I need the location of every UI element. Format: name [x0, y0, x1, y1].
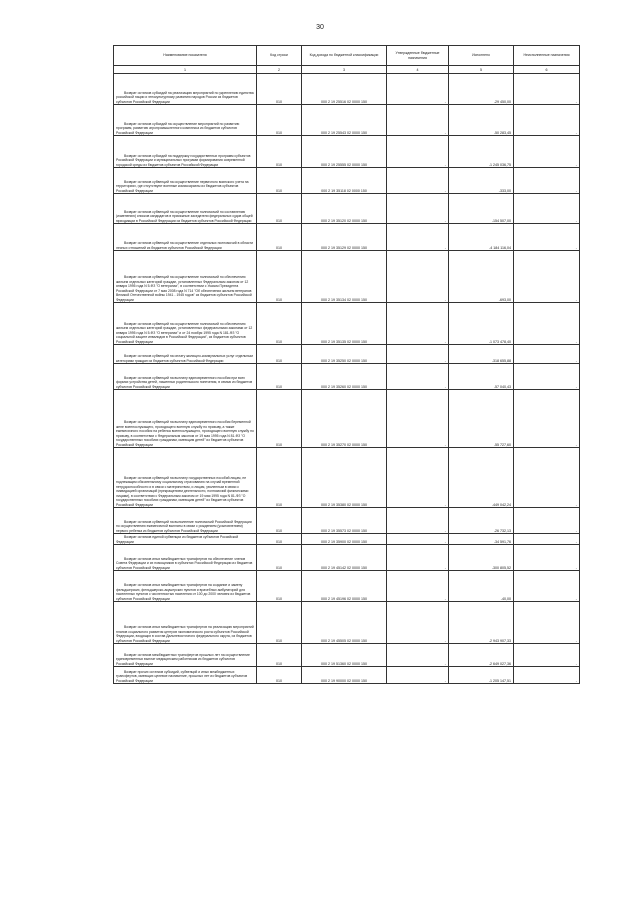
row-approved: -: [387, 168, 449, 194]
row-name: [114, 602, 257, 644]
report-table: [113, 45, 580, 684]
row-executed: -1 245 036,75: [449, 136, 514, 168]
row-executed: -154 507,00: [449, 194, 514, 224]
table-row: [114, 136, 580, 168]
row-name-text: Возврат остатков субвенций на осуществление отдельных полномочий в области лесных отношений из бюджетов субъектов Российской Федерации: [116, 241, 254, 250]
page-number: 30: [316, 24, 324, 31]
row-code: 010: [257, 224, 302, 251]
row-unexecuted: -: [514, 448, 580, 508]
header-kbk: Код дохода по бюджетной классификации: [302, 46, 387, 66]
row-kbk: 000 2 19 25516 02 0000 150: [302, 74, 387, 105]
row-name: [114, 390, 257, 448]
row-kbk: 000 2 19 35260 02 0000 150: [302, 364, 387, 390]
row-name-text: Возврат остатков субвенций на оплату жилищно-коммунальных услуг отдельным категориям граждан из бюджетов субъектов Российской Федерации: [116, 354, 253, 363]
row-name: [114, 667, 257, 684]
row-approved: -: [387, 74, 449, 105]
row-name: [114, 74, 257, 105]
table-row: [114, 448, 580, 508]
row-unexecuted: -: [514, 224, 580, 251]
table-row: [114, 168, 580, 194]
row-name: [114, 251, 257, 303]
row-kbk: 000 2 19 25555 02 0000 150: [302, 136, 387, 168]
row-unexecuted: -: [514, 390, 580, 448]
header-approved: Утвержденные бюджетные назначения: [387, 46, 449, 66]
row-name-text: Возврат остатков субсидий на поддержку государственных программ субъектов Российской Федерации и муниципальных программ формирования современной городской среды из бюджетов субъектов Российской Федерации: [116, 153, 251, 167]
row-executed: -34 591,76: [449, 534, 514, 545]
table-row: [114, 224, 580, 251]
row-executed: -55 727,60: [449, 390, 514, 448]
row-kbk: 000 2 19 35134 02 0000 150: [302, 251, 387, 303]
row-code: 010: [257, 390, 302, 448]
row-name-text: Возврат остатков субвенций на выплату единовременного пособия при всех формах устройства детей, лишенных родительского попечения, в семью из бюджетов субъектов Российской Федерации: [116, 375, 253, 389]
row-unexecuted: -: [514, 168, 580, 194]
row-name-text: Возврат остатков субвенций на осуществление полномочий по обеспечению жильем отдельных категорий граждан, установленных Федеральным законом от 12 января 1995 года N 5-ФЗ "О ветеранах", в соответствии с Указом Президента Российской Федерации от 7 мая 2008 года N 714 "Об обеспечении жильем ветеранов Великой Отечественной войны 1941 - 1945 годов" из бюджетов субъектов Российской Федерации: [116, 275, 252, 302]
column-number: 6: [514, 66, 580, 74]
row-unexecuted: -: [514, 667, 580, 684]
row-code: 010: [257, 345, 302, 364]
row-name-text: Возврат остатков субвенций на осуществление первичного воинского учета на территориях, где отсутствуют военные комиссариаты из бюджетов субъектов Российской Федерации: [116, 179, 249, 193]
row-name: [114, 364, 257, 390]
row-unexecuted: -: [514, 251, 580, 303]
row-approved: -: [387, 194, 449, 224]
column-number: 1: [114, 66, 257, 74]
row-executed: -693,00: [449, 251, 514, 303]
row-name-text: Возврат остатков субвенций на осуществление полномочий по составлению (изменению) списков кандидатов в присяжные заседатели федеральных судов общей юрисдикции в Российской Федерации из бюджетов субъектов Российской Федерации: [116, 209, 253, 223]
row-code: 010: [257, 168, 302, 194]
row-approved: -: [387, 448, 449, 508]
row-name: [114, 534, 257, 545]
row-code: 010: [257, 74, 302, 105]
row-kbk: 000 2 19 35135 02 0000 150: [302, 303, 387, 345]
row-executed: -26 732,13: [449, 508, 514, 534]
row-kbk: 000 2 19 35573 02 0000 150: [302, 508, 387, 534]
row-code: 010: [257, 251, 302, 303]
row-unexecuted: -: [514, 364, 580, 390]
row-kbk: 000 2 19 45505 02 0000 150: [302, 602, 387, 644]
row-kbk: 000 2 19 51360 02 0000 150: [302, 644, 387, 667]
table-row: [114, 194, 580, 224]
row-approved: -: [387, 105, 449, 136]
table-row: [114, 667, 580, 684]
table-row: [114, 644, 580, 667]
row-kbk: 000 2 19 35380 02 0000 150: [302, 448, 387, 508]
table-row: [114, 345, 580, 364]
row-unexecuted: -: [514, 74, 580, 105]
row-code: 010: [257, 644, 302, 667]
row-executed: -318 655,88: [449, 345, 514, 364]
row-kbk: 000 2 19 35250 02 0000 150: [302, 345, 387, 364]
row-code: 010: [257, 364, 302, 390]
row-unexecuted: -: [514, 105, 580, 136]
row-name: [114, 644, 257, 667]
row-unexecuted: -: [514, 303, 580, 345]
row-unexecuted: -: [514, 644, 580, 667]
header-row: [114, 46, 580, 66]
header-unexecuted: Неисполненные назначения: [514, 46, 580, 66]
column-number: 4: [387, 66, 449, 74]
row-code: 010: [257, 571, 302, 602]
header-name: Наименование показателя: [114, 46, 257, 66]
row-unexecuted: -: [514, 571, 580, 602]
table-row: [114, 602, 580, 644]
row-executed: -29 450,00: [449, 74, 514, 105]
row-name-text: Возврат остатков субвенций на осуществление полномочий по обеспечению жильем отдельных категорий граждан, установленных федеральными законами от 12 января 1995 года N 5-ФЗ "О ветеранах" и от 24 ноября 1995 года N 181-ФЗ "О социальной защите инвалидов в Российской Федерации", из бюджетов субъектов Российской Федерации: [116, 321, 253, 344]
row-unexecuted: -: [514, 136, 580, 168]
row-approved: -: [387, 644, 449, 667]
row-name-text: Возврат остатков единой субвенции из бюджетов субъектов Российской Федерации: [116, 535, 239, 544]
row-executed: -50 283,45: [449, 105, 514, 136]
row-approved: -: [387, 303, 449, 345]
row-approved: -: [387, 364, 449, 390]
column-number: 2: [257, 66, 302, 74]
row-executed: -2 943 907,33: [449, 602, 514, 644]
row-unexecuted: -: [514, 534, 580, 545]
header-code: Код строки: [257, 46, 302, 66]
row-approved: -: [387, 390, 449, 448]
row-approved: -: [387, 571, 449, 602]
row-name: [114, 168, 257, 194]
row-name-text: Возврат остатков субвенций на выполнение полномочий Российской Федерации по осуществлению ежемесячной выплаты в связи с рождением (усыновлением) первого ребенка из бюджетов субъектов Российской Федерации: [116, 519, 252, 533]
row-name-text: Возврат остатков иных межбюджетных трансфертов на создание и замену фельдшерских, фельдшерско-акушерских пунктов и врачебных амбулаторий для населенных пунктов с численностью населения от 100 до 2000 человек из бюджетов субъектов Российской Федерации: [116, 583, 251, 601]
row-approved: -: [387, 534, 449, 545]
row-executed: -4 184 116,04: [449, 224, 514, 251]
row-kbk: 000 2 19 35270 02 0000 150: [302, 390, 387, 448]
table-row: [114, 74, 580, 105]
row-name: [114, 508, 257, 534]
row-code: 010: [257, 602, 302, 644]
row-kbk: 000 2 19 35120 02 0000 150: [302, 194, 387, 224]
row-executed: -333,00: [449, 168, 514, 194]
table-body: [114, 74, 580, 684]
row-executed: -57 040,43: [449, 364, 514, 390]
column-number: 3: [302, 66, 387, 74]
header-executed: Исполнено: [449, 46, 514, 66]
row-kbk: 000 2 19 45142 02 0000 150: [302, 545, 387, 571]
row-approved: -: [387, 136, 449, 168]
row-kbk: 000 2 19 35900 02 0000 150: [302, 534, 387, 545]
row-kbk: 000 2 19 25543 02 0000 150: [302, 105, 387, 136]
row-code: 010: [257, 136, 302, 168]
row-approved: -: [387, 251, 449, 303]
column-number: 5: [449, 66, 514, 74]
row-name: [114, 545, 257, 571]
table-row: [114, 571, 580, 602]
row-kbk: 000 2 19 45196 02 0000 150: [302, 571, 387, 602]
row-approved: -: [387, 667, 449, 684]
row-kbk: 000 2 19 35129 02 0000 150: [302, 224, 387, 251]
row-code: 010: [257, 667, 302, 684]
row-name-text: Возврат остатков субвенций на выплату единовременного пособия беременной жене военнослужащего, проходящего военную службу по призыву, а также ежемесячного пособия на ребенка военнослужащего, проходящего военную службу по призыву, в соответствии с Федеральным законом от 19 мая 1995 года N 81-ФЗ "О государственных пособиях гражданам, имеющим детей" из бюджетов субъектов Российской Федерации: [116, 420, 254, 447]
row-kbk: 000 2 19 90000 02 0000 150: [302, 667, 387, 684]
row-kbk: 000 2 19 35118 02 0000 150: [302, 168, 387, 194]
row-code: 010: [257, 194, 302, 224]
table-row: [114, 251, 580, 303]
table-row: [114, 303, 580, 345]
row-name: [114, 105, 257, 136]
row-name: [114, 224, 257, 251]
row-name: [114, 448, 257, 508]
table-row: [114, 534, 580, 545]
row-name-text: Возврат остатков межбюджетных трансфертов прошлых лет на осуществление единовременных выплат медицинским работникам из бюджетов субъектов Российской Федерации: [116, 652, 250, 666]
row-code: 010: [257, 534, 302, 545]
row-code: 010: [257, 105, 302, 136]
row-code: 010: [257, 508, 302, 534]
row-executed: -300 805,52: [449, 545, 514, 571]
row-name: [114, 345, 257, 364]
row-name: [114, 303, 257, 345]
row-unexecuted: -: [514, 194, 580, 224]
row-unexecuted: -: [514, 345, 580, 364]
row-name: [114, 571, 257, 602]
table-row: [114, 545, 580, 571]
row-executed: -1 205 147,51: [449, 667, 514, 684]
row-name-text: Возврат прочих остатков субсидий, субвенций и иных межбюджетных трансфертов, имеющих целевое назначение, прошлых лет из бюджетов субъектов Российской Федерации: [116, 669, 248, 683]
row-unexecuted: -: [514, 508, 580, 534]
row-approved: -: [387, 602, 449, 644]
row-executed: -2 649 027,36: [449, 644, 514, 667]
row-approved: -: [387, 508, 449, 534]
table-row: [114, 364, 580, 390]
row-unexecuted: -: [514, 602, 580, 644]
row-executed: -40,00: [449, 571, 514, 602]
row-name-text: Возврат остатков субвенций на выплату государственных пособий лицам, не подлежащим обязательному социальному страхованию на случай временной нетрудоспособности и в связи с материнством, и лицам, уволенным в связи с ликвидацией организаций (прекращением деятельности, полномочий физическими лицами), в соответствии с Федеральным законом от 19 мая 1995 года N 81-ФЗ "О государственных пособиях гражданам, имеющим детей" из бюджетов субъектов Российской Федерации: [116, 475, 249, 507]
row-code: 010: [257, 545, 302, 571]
column-number-row: [114, 66, 580, 74]
table-row: [114, 390, 580, 448]
row-name-text: Возврат остатков иных межбюджетных трансфертов на обеспечение членов Совета Федерации и их помощников в субъектах Российской Федерации из бюджетов субъектов Российской Федерации: [116, 556, 253, 570]
row-approved: -: [387, 545, 449, 571]
row-executed: -1 073 478,40: [449, 303, 514, 345]
row-approved: -: [387, 224, 449, 251]
table-row: [114, 508, 580, 534]
table-row: [114, 105, 580, 136]
row-name-text: Возврат остатков иных межбюджетных трансфертов на реализацию мероприятий планов социального развития центров экономического роста субъектов Российской Федерации, входящих в состав Дальневосточного федерального округа, из бюджетов субъектов Российской Федерации: [116, 625, 254, 643]
row-name: [114, 194, 257, 224]
row-unexecuted: -: [514, 545, 580, 571]
row-name-text: Возврат остатков субсидий на осуществление мероприятий по развитию программ, развитию агропромышленного комплекса из бюджетов субъектов Российской Федерации: [116, 121, 240, 135]
row-code: 010: [257, 303, 302, 345]
row-code: 010: [257, 448, 302, 508]
row-approved: -: [387, 345, 449, 364]
row-name: [114, 136, 257, 168]
row-executed: -449 042,24: [449, 448, 514, 508]
row-name-text: Возврат остатков субсидий на реализацию мероприятий по укреплению единства российской нации и этнокультурному развитию народов России из бюджетов субъектов Российской Федерации: [116, 90, 254, 104]
